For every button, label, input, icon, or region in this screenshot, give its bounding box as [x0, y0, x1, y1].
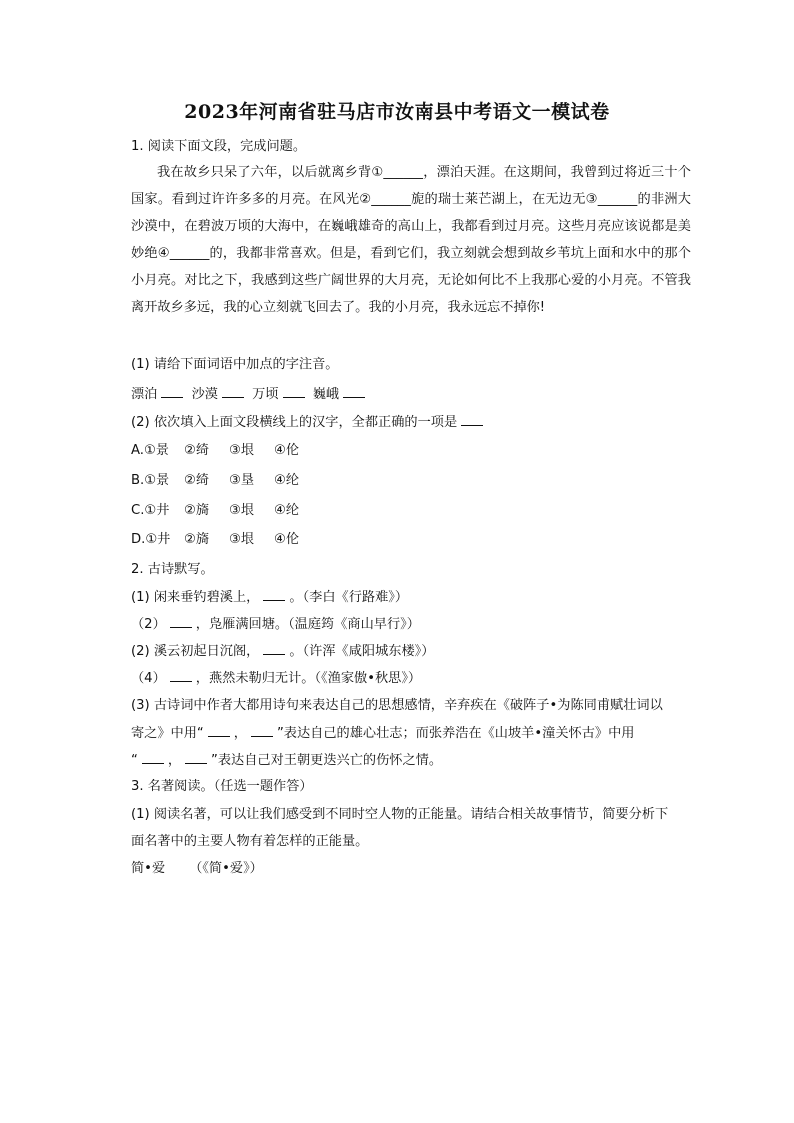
text: ”表达自己对王朝更迭兴亡的伤怀之情。 — [211, 753, 443, 768]
option-part: ③垠 — [229, 532, 255, 547]
q2-line-1 — [131, 588, 408, 607]
answer-blank — [142, 751, 164, 764]
q2-line-5c — [131, 751, 442, 770]
answer-blank — [170, 615, 192, 628]
option-part: ④伦 — [274, 443, 300, 458]
answer-blank — [161, 385, 183, 398]
option-part: ②旖 — [184, 532, 210, 547]
q2-line-5b — [131, 724, 634, 743]
word-3: 万顷 — [252, 387, 279, 402]
q1-sub1: (1) 请给下面词语中加点的字注音。 — [131, 357, 339, 372]
answer-blank — [208, 724, 230, 737]
answer-blank — [263, 588, 285, 601]
answer-blank — [170, 669, 192, 682]
q2-line-3 — [131, 642, 434, 661]
option-part: ③垠 — [229, 503, 255, 518]
verse-text: (2) 溪云初起日沉阁， — [131, 644, 260, 659]
page-title: 2023年河南省驻马店市汝南县中考语文一模试卷 — [184, 101, 610, 123]
option-part: ③垠 — [229, 443, 255, 458]
q3-item — [131, 860, 263, 878]
word-1: 漂泊 — [131, 387, 158, 402]
text: 寄之》中用“ — [131, 726, 204, 741]
option-part: ②绮 — [184, 473, 210, 488]
option-d — [131, 531, 319, 549]
q2-line-4 — [131, 669, 421, 688]
option-part: ③垦 — [229, 473, 255, 488]
q1-sub2-text: (2) 依次填入上面文段横线上的汉字，全都正确的一项是 — [131, 415, 458, 430]
answer-blank — [283, 385, 305, 398]
verse-text: (1) 闲来垂钓碧溪上， — [131, 590, 260, 605]
text: ， — [233, 726, 247, 741]
q1-stem: 1. 阅读下面文段，完成问题。 — [131, 139, 307, 154]
q3-stem: 3. 名著阅读。（任选一题作答） — [131, 779, 313, 794]
option-part: ②绮 — [184, 443, 210, 458]
q2-line-2 — [131, 615, 420, 634]
word-4: 巍峨 — [312, 387, 340, 402]
q2-line-5a: (3) 古诗词中作者大都用诗句来表达自己的思想感情，辛弃疾在《破阵子•为陈同甫赋壮词以 — [131, 698, 663, 713]
option-part: ④纶 — [274, 473, 300, 488]
q3-sub1-a: (1) 阅读名著，可以让我们感受到不同时空人物的正能量。请结合相关故事情节，简要分析下 — [131, 807, 669, 822]
q1-words-row — [131, 385, 369, 404]
option-part: ④伦 — [274, 532, 300, 547]
text: ”表达自己的雄心壮志；而张养浩在《山坡羊•潼关怀古》中用 — [276, 726, 635, 741]
option-part: A.①景 — [131, 443, 169, 458]
option-part: B.①景 — [131, 473, 170, 488]
answer-blank — [251, 724, 273, 737]
option-c — [131, 502, 319, 520]
option-part: ②旖 — [184, 503, 210, 518]
text: “ — [131, 753, 138, 768]
character-name: 简•爱 — [131, 861, 166, 876]
option-b — [131, 472, 319, 490]
answer-blank — [185, 751, 207, 764]
q3-sub1-b: 面名著中的主要人物有着怎样的正能量。 — [131, 834, 369, 849]
verse-source: 。（许浑《咸阳城东楼》） — [289, 644, 435, 659]
q2-stem: 2. 古诗默写。 — [131, 562, 214, 577]
option-part: ④纶 — [274, 503, 300, 518]
answer-blank — [461, 413, 483, 426]
option-part: D.①井 — [131, 532, 171, 547]
answer-blank — [222, 385, 244, 398]
answer-blank — [343, 385, 365, 398]
word-2: 沙漠 — [191, 387, 218, 402]
verse-number: （2） — [131, 617, 166, 632]
q1-passage: 我在故乡只呆了六年，以后就离乡背①______，漂泊天涯。在这期间，我曾到过将近三十个国家。看到过许许多多的月亮。在风光②______旎的瑞士莱芒湖上，在无边无③______的非洲大沙漠中，在碧波万顷的大海中，在巍峨雄奇的高山上，我都看到过月亮。这些月亮应该说都是美妙绝④______的，我都非常喜欢。但是，看到它们，我立刻就会想到故乡苇坑上面和水中的那个小月亮。对比之下，我感到这些广阔世界的大月亮，无论如何比不上我那心爱的小月亮。不管我离开故乡多远，我的心立刻就飞回去了。我的小月亮，我永远忘不掉你! — [131, 165, 691, 315]
option-a — [131, 442, 319, 460]
verse-source: ，凫雁满回塘。（温庭筠《商山早行》） — [195, 617, 420, 632]
q1-sub2 — [131, 413, 487, 432]
verse-source: ，燕然未勒归无计。（《渔家傲•秋思》） — [195, 671, 422, 686]
verse-number: （4） — [131, 671, 166, 686]
verse-source: 。（李白《行路难》） — [289, 590, 409, 605]
answer-blank — [263, 642, 285, 655]
option-part: C.①井 — [131, 503, 170, 518]
text: ， — [167, 753, 182, 768]
book-title: （《简•爱》） — [189, 861, 263, 876]
